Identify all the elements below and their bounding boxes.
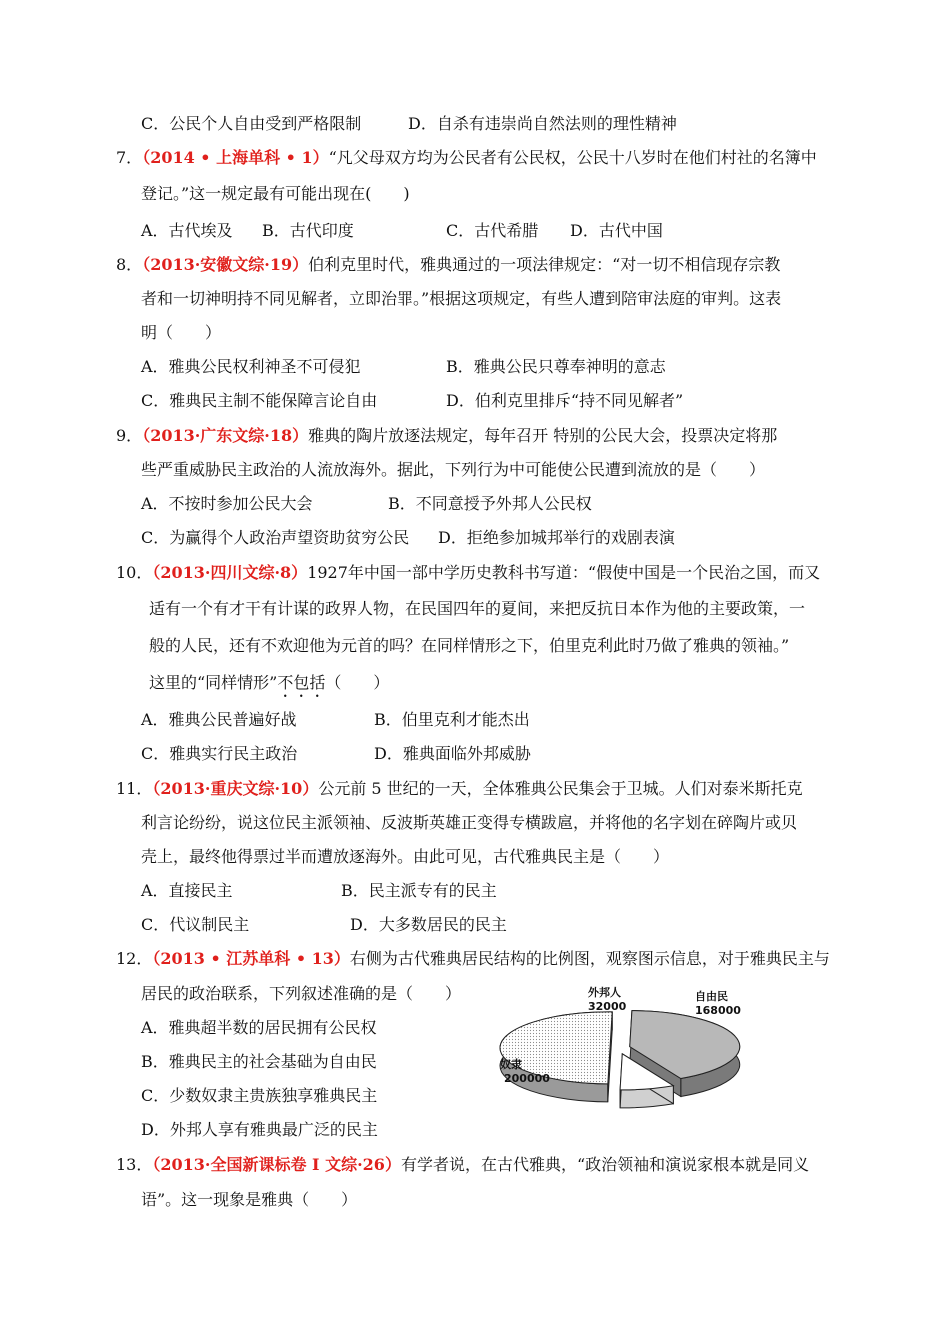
q9-option-b: B．不同意授予外邦人公民权 [388, 494, 592, 513]
q8-number: 8． [116, 255, 143, 274]
q13-stem-line-1 [116, 1154, 809, 1176]
q11-stem-line-3: 壳上，最终他得票过半而遭放逐海外。由此可见，古代雅典民主是（ ） [141, 847, 670, 866]
q8-option-a: A．雅典公民权利神圣不可侵犯 [141, 357, 361, 376]
q10-option-a: A．雅典公民普遍好战 [141, 710, 297, 729]
pie-value-slaves: 200000 [504, 1072, 550, 1085]
q10-text-after: （ ） [325, 673, 390, 692]
q10-number: 10． [116, 563, 153, 582]
q10-stem-line-3: 般的人民，还有不欢迎他为元首的吗？在同样情形之下，伯里克利此时乃做了雅典的领袖。” [149, 636, 790, 655]
q10-stem-line-2: 适有一个有才干有计谋的政界人物，在民国四年的夏间，来把反抗日本作为他的主要政策，一 [149, 599, 806, 618]
q13-text: 有学者说，在古代雅典，“政治领袖和演说家根本就是同义 [400, 1155, 810, 1174]
q12-stem-line-1 [116, 948, 830, 970]
q7-text: “凡父母双方均为公民者有公民权，公民十八岁时在他们村社的名簿中 [328, 148, 817, 167]
q7-source: （2014 • 上海单科 • 1） [142, 148, 329, 167]
q8-stem-line-1 [116, 254, 780, 276]
q9-option-c: C．为赢得个人政治声望资助贫穷公民 [141, 528, 410, 547]
q9-stem-line-1 [116, 425, 777, 447]
q6-option-d: D．自杀有违崇尚自然法则的理性精神 [408, 114, 677, 133]
q7-stem-line-2: 登记。”这一规定最有可能出现在( ) [141, 184, 410, 203]
q8-source: （2013·安徽文综·19） [142, 255, 309, 274]
q9-text: 雅典的陶片放逐法规定，每年召开 特别的公民大会，投票决定将那 [308, 426, 778, 445]
q11-source: （2013·重庆文综·10） [152, 779, 319, 798]
q11-stem-line-1 [116, 778, 803, 800]
q12-text: 右侧为古代雅典居民结构的比例图，观察图示信息，对于雅典民主与 [349, 949, 830, 968]
q13-stem-line-2: 语”。这一现象是雅典（ ） [141, 1190, 358, 1209]
q10-text-before: 这里的“同样情形” [149, 673, 278, 692]
pie-label-slaves: 奴隶 [500, 1058, 522, 1071]
q7-option-c: C．古代希腊 [446, 221, 539, 240]
q11-option-b: B．民主派专有的民主 [341, 881, 497, 900]
q8-option-d: D．伯利克里排斥“持不同见解者” [446, 391, 684, 410]
q10-text: 1927年中国一部中学历史教科书写道：“假使中国是一个民治之国，而又 [307, 563, 821, 582]
q13-source: （2013·全国新课标卷 I 文综·26） [152, 1155, 401, 1174]
q10-option-d: D．雅典面临外邦威胁 [374, 744, 531, 763]
q8-stem-line-3: 明（ ） [141, 323, 222, 342]
q10-option-c: C．雅典实行民主政治 [141, 744, 298, 763]
q13-number: 13． [116, 1155, 153, 1174]
q11-stem-line-2: 利言论纷纷，说这位民主派领袖、反波斯英雄正变得专横跋扈，并将他的名字划在碎陶片或贝 [141, 813, 798, 832]
q7-stem-line-1 [116, 147, 817, 169]
q12-option-c: C．少数奴隶主贵族独享雅典民主 [141, 1086, 378, 1105]
q10-emphasis-not-include: 不包括 [277, 673, 326, 692]
q7-option-a: A．古代埃及 [141, 221, 233, 240]
q11-text: 公元前 5 世纪的一天，全体雅典公民集会于卫城。人们对泰米斯托克 [318, 779, 803, 798]
q8-option-b: B．雅典公民只尊奉神明的意志 [446, 357, 666, 376]
q10-stem-line-1 [116, 562, 820, 584]
q7-option-d: D．古代中国 [570, 221, 663, 240]
q9-option-d: D．拒绝参加城邦举行的戏剧表演 [438, 528, 675, 547]
pie-label-freemen: 自由民 [695, 990, 728, 1003]
q12-option-b: B．雅典民主的社会基础为自由民 [141, 1052, 377, 1071]
q9-number: 9． [116, 426, 143, 445]
q11-number: 11． [116, 779, 153, 798]
pie-label-foreigners: 外邦人 [588, 986, 621, 999]
pie-value-freemen: 168000 [695, 1004, 741, 1017]
q10-option-b: B．伯里克利才能杰出 [374, 710, 530, 729]
q12-stem-line-2: 居民的政治联系，下列叙述准确的是（ ） [141, 984, 462, 1003]
q9-stem-line-2: 些严重威胁民主政治的人流放海外。据此，下列行为中可能使公民遭到流放的是（ ） [141, 460, 766, 479]
pie-value-foreigners: 32000 [588, 1000, 627, 1013]
population-pie-chart [490, 978, 760, 1110]
q7-number: 7． [116, 148, 143, 167]
q8-stem-line-2: 者和一切神明持不同见解者，立即治罪。”根据这项规定，有些人遭到陪审法庭的审判。这表 [141, 289, 782, 308]
q12-source: （2013 • 江苏单科 • 13） [152, 949, 350, 968]
q12-number: 12． [116, 949, 153, 968]
q11-option-c: C．代议制民主 [141, 915, 250, 934]
q12-option-d: D．外邦人享有雅典最广泛的民主 [141, 1120, 378, 1139]
q6-option-c: C．公民个人自由受到严格限制 [141, 114, 362, 133]
q10-stem-line-4 [149, 672, 389, 694]
q9-source: （2013·广东文综·18） [142, 426, 309, 445]
q10-source: （2013·四川文综·8） [152, 563, 308, 582]
q9-option-a: A．不按时参加公民大会 [141, 494, 313, 513]
q8-text: 伯利克里时代，雅典通过的一项法律规定：“对一切不相信现存宗教 [308, 255, 781, 274]
q11-option-d: D．大多数居民的民主 [350, 915, 507, 934]
q11-option-a: A．直接民主 [141, 881, 233, 900]
q8-option-c: C．雅典民主制不能保障言论自由 [141, 391, 378, 410]
q12-option-a: A．雅典超半数的居民拥有公民权 [141, 1018, 377, 1037]
q7-option-b: B．古代印度 [262, 221, 354, 240]
